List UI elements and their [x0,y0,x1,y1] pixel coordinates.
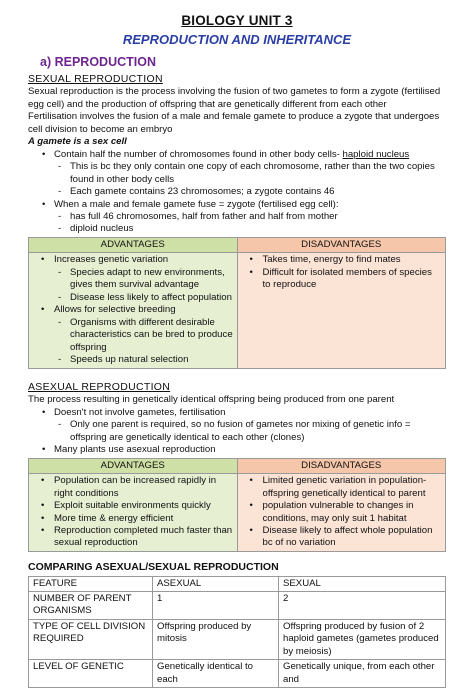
page-subtitle: REPRODUCTION AND INHERITANCE [122,31,352,47]
asexual-heading: ASEXUAL REPRODUCTION [28,380,171,393]
disadvantages-cell [237,474,446,552]
table-header-cell: SEXUAL [279,576,446,591]
list-item: • Reproduction completed much faster than sexual reproduction [32,525,234,550]
page-title: BIOLOGY UNIT 3 [181,13,293,28]
table-cell: Offspring produced by fusion of 2 haploid gametes (gametes produced by meiosis) [279,619,446,659]
list-item: - Each gamete contains 23 chromosomes; a zygote contains 46 [28,186,446,198]
list-item: • population vulnerable to changes in conditions, may only suit 1 habitat [241,500,443,525]
comparing-title: COMPARING ASEXUAL/SEXUAL REPRODUCTION [28,560,279,573]
table-row [29,619,446,659]
list-item: • Disease likely to affect whole population bc of no variation [241,525,443,550]
disadvantages-header: DISADVANTAGES [237,237,446,252]
list-item: - Speeds up natural selection [32,354,234,366]
disadvantages-header: DISADVANTAGES [237,458,446,473]
list-item: • When a male and female gamete fuse = zygote (fertilised egg cell): [28,199,446,211]
list-item: - has full 46 chromosomes, half from father and half from mother [28,211,446,223]
table-header-cell: ASEXUAL [153,576,279,591]
table-cell: Offspring produced by mitosis [153,619,279,659]
table-cell: Genetically identical to each [153,660,279,688]
list-item: - Organisms with different desirable characteristics can be bred to produce offspring [32,317,234,354]
advantages-cell [29,253,238,368]
list-item: • Exploit suitable environments quickly [32,500,234,512]
list-item: • Contain half the number of chromosomes found in other body cells- haploid nucleus [28,149,446,161]
section-a-heading: a) REPRODUCTION [40,55,156,70]
advantages-header: ADVANTAGES [29,458,238,473]
list-item: - This is bc they only contain one copy of each chromosome, rather than the two copies found in other body cells [28,161,446,186]
table-row [29,592,446,620]
list-item: • Increases genetic variation [32,254,234,266]
sexual-para-1: Sexual reproduction is the process involving the fusion of two gametes to form a zygote (fertilised egg cell) and the production of offspring that are genetically different from each other [28,86,441,110]
list-item: - Species adapt to new environments, gives them survival advantage [32,267,234,292]
gamete-list [28,149,446,236]
list-item: • More time & energy efficient [32,513,234,525]
table-cell: TYPE OF CELL DIVISION REQUIRED [29,619,153,659]
list-item: • Population can be increased rapidly in right conditions [32,475,234,500]
table-cell: 1 [153,592,279,620]
list-item: • Limited genetic variation in population- offspring genetically identical to parent [241,475,443,500]
table-row [29,660,446,688]
sexual-para-2: Fertilisation involves the fusion of a male and female gamete to produce a zygote that undergoes cell division to become an embryo [28,111,440,135]
list-item: • Many plants use asexual reproduction [28,444,446,456]
list-item: • Allows for selective breeding [32,304,234,316]
asexual-adv-dis-table [28,458,446,552]
disadvantages-cell [237,253,446,368]
advantages-cell [29,474,238,552]
list-item: - Disease less likely to affect population [32,292,234,304]
table-cell: 2 [279,592,446,620]
table-cell: NUMBER OF PARENT ORGANISMS [29,592,153,620]
table-header-cell: FEATURE [29,576,153,591]
sexual-adv-dis-table [28,237,446,369]
list-item: - diploid nucleus [28,223,446,235]
asexual-list [28,407,446,457]
list-item: • Doesn't not involve gametes, fertilisation [28,407,446,419]
list-item: • Difficult for isolated members of species to reproduce [241,267,443,292]
advantages-header: ADVANTAGES [29,237,238,252]
list-item: - Only one parent is required, so no fusion of gametes nor mixing of genetic info = offspring are genetically identical to each other (clones) [28,419,446,444]
table-cell: LEVEL OF GENETIC [29,660,153,688]
asexual-para-1: The process resulting in genetically identical offspring being produced from one parent [28,394,395,406]
gamete-definition: A gamete is a sex cell [28,136,127,148]
sexual-heading: SEXUAL REPRODUCTION [28,72,163,85]
table-cell: Genetically unique, from each other and [279,660,446,688]
list-item: • Takes time, energy to find mates [241,254,443,266]
